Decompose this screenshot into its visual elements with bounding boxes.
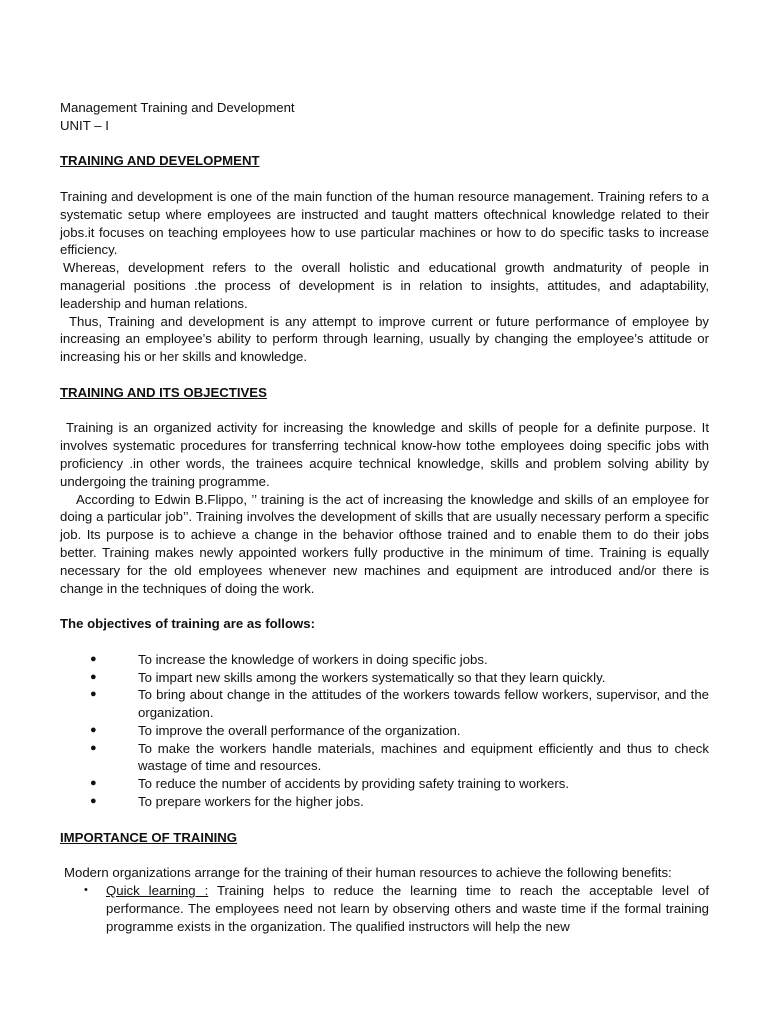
list-item: ● To make the workers handle materials, machines and equipment efficiently and thus to check wastage of time and resources. — [90, 740, 709, 774]
heading-training-objectives: TRAINING AND ITS OBJECTIVES — [60, 384, 267, 400]
heading-training-and-development: TRAINING AND DEVELOPMENT — [60, 153, 260, 169]
list-item: ● To bring about change in the attitudes of the workers towards fellow workers, supervisor, and the organization. — [90, 687, 709, 721]
benefits-list — [60, 882, 709, 935]
bullet-icon: ● — [90, 670, 97, 683]
benefit-text: Training helps to reduce the learning time to reach the acceptable level of performance. The employees need not learn by observing others and waste time if the formal training programme exists in the organization. The qualified instructors will help the new — [106, 883, 709, 934]
objectives-list — [60, 651, 709, 811]
bullet-icon: ● — [90, 688, 97, 701]
paragraph-organized-activity: Training is an organized activity for increasing the knowledge and skills of people for a definite purpose. It involves systematic procedures for transferring technical know-how tothe employees doing specific jobs with proficiency .in other words, the trainees acquire technical knowledge, skills and problem solving ability by undergoing the training programme. — [60, 420, 709, 489]
unit-label: UNIT – I — [60, 117, 109, 133]
list-item: ● To impart new skills among the workers systematically so that they learn quickly. — [90, 669, 606, 685]
paragraph-definition: Training and development is one of the main function of the human resource management. Training refers to a systematic setup where employees are instructed and taught matters oftechnical knowledge related to their jobs.it focuses on teaching employees how to use particular machines or how to do specific tasks to increase efficiency. — [60, 188, 709, 258]
paragraph-benefits-intro: Modern organizations arrange for the training of their human resources to achieve the following benefits: — [64, 865, 672, 881]
bullet-icon: ● — [90, 741, 97, 754]
paragraph-development: Whereas, development refers to the overall holistic and educational growth andmaturity of people in managerial positions .the process of development is in relation to insights, attitudes, and adaptability, leadership and human relations. — [60, 260, 709, 311]
bullet-icon: ● — [90, 723, 97, 736]
document-title: Management Training and Development — [60, 100, 295, 115]
document-content — [60, 99, 709, 935]
bullet-icon: ● — [90, 777, 97, 790]
list-item — [60, 882, 709, 935]
paragraph-flippo-quote: According to Edwin B.Flippo, ’’ training is the act of increasing the knowledge and skills of an employee for doing a particular job’’. Training involves the development of skills that are usually necessary perform a specific job. Its purpose is to achieve a change in the behavior ofthose trained and to enable them to do their jobs better. Training makes newly appointed workers fully productive in the minimum of time. Training is equally necessary for the old employees whenever new machines and equipment are introduced and/or there is change in the techniques of doing the work. — [60, 491, 709, 596]
list-item: ● To improve the overall performance of the organization. — [90, 722, 461, 738]
list-item: ● To increase the knowledge of workers in doing specific jobs. — [90, 651, 488, 667]
heading-importance-of-training: IMPORTANCE OF TRAINING — [60, 829, 238, 845]
benefit-label: Quick learning : — [106, 883, 209, 899]
objectives-label: The objectives of training are as follows: — [60, 616, 316, 632]
list-item: ● To reduce the number of accidents by providing safety training to workers. — [90, 776, 570, 792]
bullet-icon: ● — [90, 795, 97, 808]
list-item: ● To prepare workers for the higher jobs. — [90, 794, 364, 810]
bullet-icon: ● — [90, 652, 97, 665]
bullet-icon: • — [84, 884, 88, 897]
paragraph-summary: Thus, Training and development is any attempt to improve current or future performance of employee by increasing an employee’s ability to perform through learning, usually by changing the employee’s attitude or increasing his or her skills and knowledge. — [60, 313, 709, 365]
